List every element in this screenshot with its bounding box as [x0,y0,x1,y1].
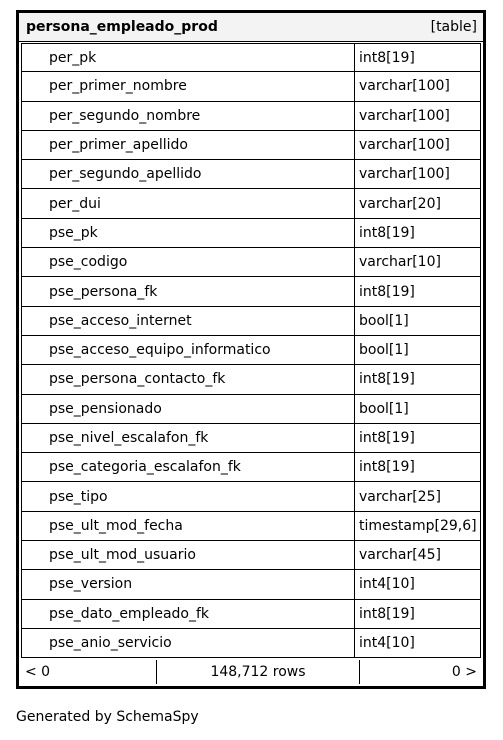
column-row [21,600,481,629]
column-name: per_primer_apellido [22,131,355,159]
column-row [21,189,481,218]
column-name: pse_tipo [22,482,355,510]
column-type: bool[1] [359,312,409,329]
table-name: persona_empleado_prod [26,19,218,35]
column-name: pse_pensionado [22,395,355,423]
column-row [21,160,481,189]
column-name: pse_dato_empleado_fk [22,600,355,628]
column-type: varchar[100] [359,137,450,154]
column-type: varchar[100] [359,107,450,124]
column-row [21,102,481,131]
table-footer [21,660,481,684]
column-row [21,307,481,336]
column-type: int8[19] [359,430,415,446]
column-row [21,72,481,101]
column-type: int4[10] [359,576,415,593]
column-row [21,541,481,570]
column-type: int8[19] [359,605,415,622]
column-name: per_segundo_apellido [22,160,355,188]
column-name: pse_ult_mod_fecha [22,512,355,540]
column-type: varchar[100] [359,78,450,95]
column-row [21,395,481,424]
column-row [21,336,481,365]
column-type: varchar[100] [359,166,450,183]
column-name: per_pk [22,44,355,71]
table-entity [16,10,486,689]
column-name: pse_version [22,570,355,598]
column-name: pse_persona_fk [22,277,355,305]
column-type: int8[19] [359,224,415,241]
column-row [21,482,481,511]
column-type: int8[19] [359,459,415,476]
column-list [19,43,483,658]
column-row [21,424,481,453]
table-header [19,13,483,42]
column-row [21,131,481,160]
column-type: int8[19] [359,371,415,388]
column-row [21,365,481,394]
generated-by-text: Generated by SchemaSpy [16,709,199,725]
column-type: timestamp[29,6] [359,517,477,534]
column-row [21,453,481,482]
column-type: int8[19] [359,49,415,66]
column-type: bool[1] [359,400,409,417]
column-name: per_primer_nombre [22,72,355,100]
column-name: per_dui [22,189,355,217]
parent-count: < 0 [21,660,157,684]
table-kind-label: [table] [430,19,477,35]
row-count: 148,712 rows [157,660,360,684]
column-row [21,43,481,72]
column-name: pse_codigo [22,248,355,276]
column-type: int8[19] [359,283,415,300]
child-count: 0 > [451,664,477,681]
column-row [21,570,481,599]
column-row [21,629,481,658]
column-name: pse_persona_contacto_fk [22,365,355,393]
column-row [21,277,481,306]
column-name: pse_ult_mod_usuario [22,541,355,569]
column-type: varchar[45] [359,547,441,564]
column-type: varchar[10] [359,254,441,271]
column-name: pse_acceso_internet [22,307,355,335]
column-name: per_segundo_nombre [22,102,355,130]
column-name: pse_anio_servicio [22,629,355,657]
column-type: varchar[25] [359,488,441,505]
column-name: pse_pk [22,219,355,247]
column-row [21,248,481,277]
column-name: pse_acceso_equipo_informatico [22,336,355,364]
column-name: pse_categoria_escalafon_fk [22,453,355,481]
column-name: pse_nivel_escalafon_fk [22,424,355,452]
column-type: varchar[20] [359,195,441,212]
column-row [21,512,481,541]
column-row [21,219,481,248]
column-type: bool[1] [359,342,409,359]
column-type: int4[10] [359,635,415,652]
